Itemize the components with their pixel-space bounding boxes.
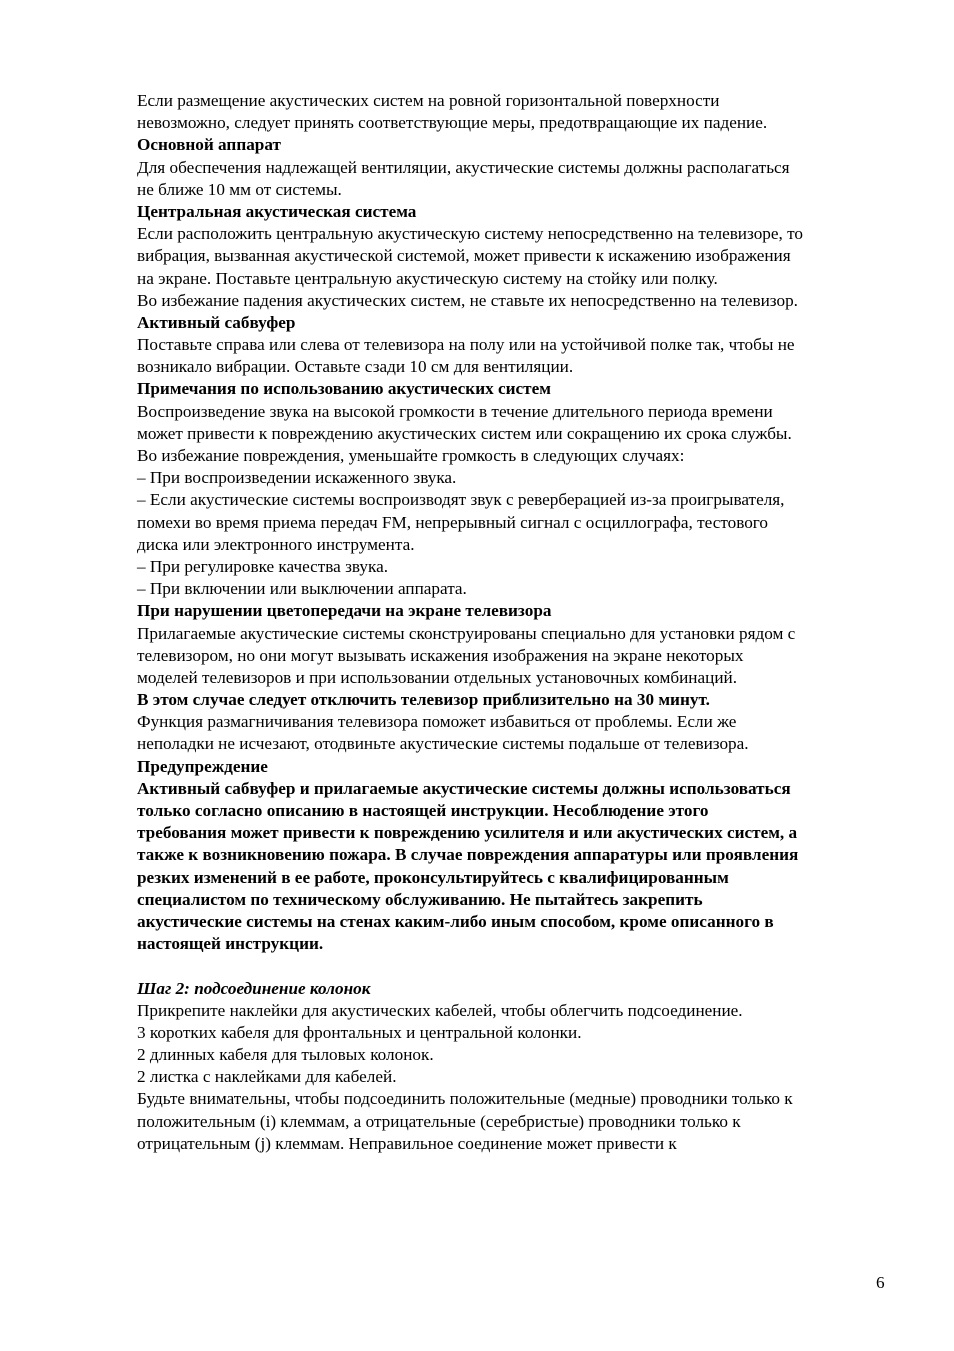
heading-or-bold-line: Примечания по использованию акустических систем — [137, 379, 551, 399]
text-line: Для обеспечения надлежащей вентиляции, акустические системы должны располагаться — [137, 157, 790, 177]
heading-or-bold-line: специалистом по техническому обслуживанию. Не пытайтесь закрепить — [137, 889, 703, 909]
text-line: на экране. Поставьте центральную акустическую систему на стойку или полку. — [137, 268, 718, 288]
text-line: вибрация, вызванная акустической системой, может привести к искажению изображения — [137, 246, 791, 266]
text-line: Воспроизведение звука на высокой громкости в течение длительного периода времени — [137, 401, 773, 421]
text-line: неполадки не исчезают, отодвиньте акустические системы подальше от телевизора. — [137, 734, 749, 754]
heading-or-bold-line: также к возникновению пожара. В случае повреждения аппаратуры или проявления — [137, 845, 799, 865]
heading-or-bold-line: настоящей инструкции. — [137, 934, 324, 954]
text-line: Функция размагничивания телевизора поможет избавиться от проблемы. Если же — [137, 712, 737, 732]
text-line: Если расположить центральную акустическую систему непосредственно на телевизоре, то — [137, 224, 803, 244]
text-line: диска или электронного инструмента. — [137, 534, 415, 554]
document-body — [137, 90, 897, 1155]
page-number: 6 — [876, 1273, 885, 1292]
heading-or-bold-line: Активный сабвуфер — [137, 312, 296, 332]
text-line: 2 длинных кабеля для тыловых колонок. — [137, 1045, 434, 1065]
text-line: Прикрепите наклейки для акустических кабелей, чтобы облегчить подсоединение. — [137, 1000, 743, 1020]
text-line: – При регулировке качества звука. — [137, 556, 389, 576]
heading-or-bold-line: При нарушении цветопередачи на экране телевизора — [137, 601, 552, 621]
text-line: Прилагаемые акустические системы сконструированы специально для установки рядом с — [137, 623, 796, 643]
text-line: 3 коротких кабеля для фронтальных и центральной колонки. — [137, 1022, 582, 1042]
text-line: Будьте внимательны, чтобы подсоединить положительные (медные) проводники только к — [137, 1089, 793, 1109]
text-line: – При включении или выключении аппарата. — [137, 579, 467, 599]
heading-or-bold-line: резких изменений в ее работе, проконсультируйтесь с квалифицированным — [137, 867, 729, 887]
text-line: возникало вибрации. Оставьте сзади 10 см для вентиляции. — [137, 357, 574, 377]
text-line: помехи во время приема передач FM, непрерывный сигнал с осциллографа, тестового — [137, 512, 769, 532]
text-line: телевизором, но они могут вызывать искажения изображения на экране некоторых — [137, 645, 744, 665]
heading-or-bold-line: Основной аппарат — [137, 135, 281, 155]
text-line: отрицательным (j) клеммам. Неправильное соединение может привести к — [137, 1133, 677, 1153]
text-line: Если размещение акустических систем на ровной горизонтальной поверхности — [137, 91, 720, 110]
heading-or-bold-line: акустические системы на стенах каким-либо иным способом, кроме описанного в — [137, 911, 774, 931]
text-line: моделей телевизоров и при использовании отдельных установочных комбинаций. — [137, 667, 738, 687]
text-line: 2 листка с наклейками для кабелей. — [137, 1067, 397, 1087]
heading-or-bold-line: требования может привести к повреждению усилителя и или акустических систем, а — [137, 823, 798, 843]
blank-line — [137, 955, 897, 977]
text-line: невозможно, следует принять соответствующие меры, предотвращающие их падение. — [137, 113, 768, 133]
text-line: – Если акустические системы воспроизводят звук с реверберацией из-за проигрывателя, — [137, 490, 785, 510]
text-line: Во избежание повреждения, уменьшайте громкость в следующих случаях: — [137, 446, 685, 465]
heading-or-bold-line: Активный сабвуфер и прилагаемые акустические системы должны использоваться — [137, 778, 791, 798]
text-line: Во избежание падения акустических систем, не ставьте их непосредственно на телевизор. — [137, 290, 798, 310]
text-line: положительным (i) клеммам, а отрицательные (серебристые) проводники только к — [137, 1111, 741, 1131]
heading-or-bold-line: Центральная акустическая система — [137, 201, 417, 221]
text-line: не ближе 10 мм от системы. — [137, 179, 342, 199]
heading-or-bold-line: только согласно описанию в настоящей инструкции. Несоблюдение этого — [137, 801, 709, 820]
heading-or-bold-line: Предупреждение — [137, 756, 268, 776]
heading-or-bold-line: Шаг 2: подсоединение колонок — [137, 978, 371, 998]
heading-or-bold-line: В этом случае следует отключить телевизор приблизительно на 30 минут. — [137, 690, 710, 710]
text-line: – При воспроизведении искаженного звука. — [137, 468, 457, 488]
text-line: может привести к повреждению акустических систем или сокращению их срока службы. — [137, 423, 792, 443]
text-line: Поставьте справа или слева от телевизора на полу или на устойчивой полке так, чтобы не — [137, 335, 795, 355]
